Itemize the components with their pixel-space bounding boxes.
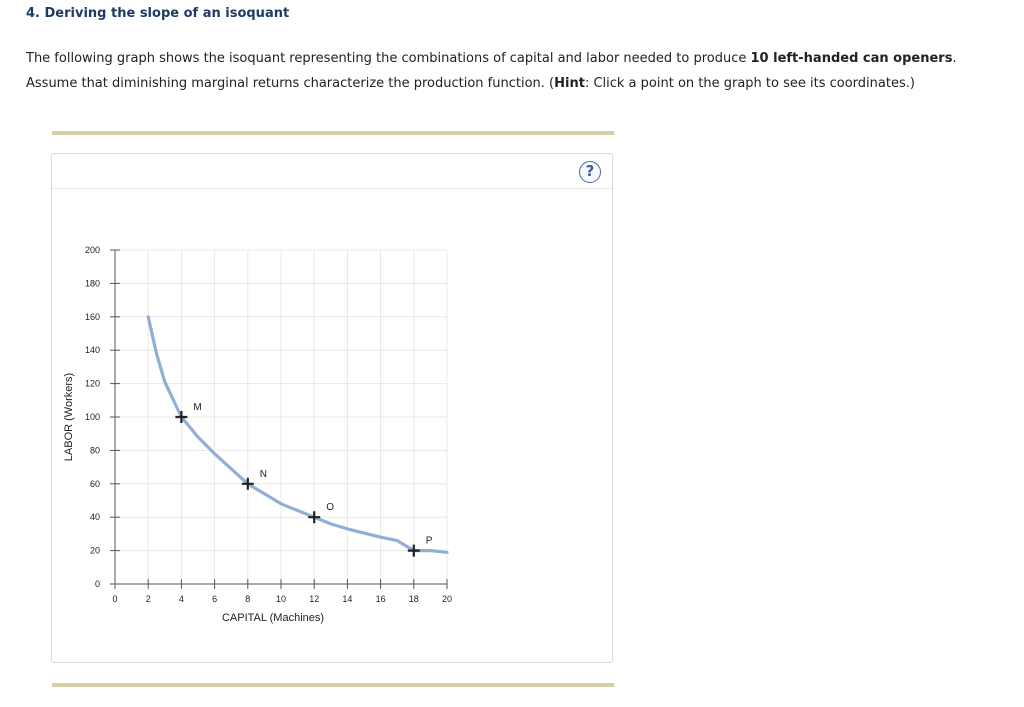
x-tick-label: 8 — [245, 594, 251, 604]
point-label-o: O — [326, 502, 334, 514]
y-tick-label: 180 — [84, 278, 100, 289]
help-icon[interactable]: ? — [579, 161, 601, 183]
y-tick-label: 80 — [89, 445, 100, 456]
y-tick-label: 120 — [84, 378, 100, 389]
x-tick-label: 20 — [441, 594, 453, 604]
y-tick-label: 60 — [89, 478, 100, 489]
y-tick-label: 0 — [94, 579, 100, 589]
y-tick-label: 140 — [84, 345, 100, 356]
y-tick-label: 160 — [84, 311, 100, 322]
x-tick-label: 2 — [145, 594, 151, 604]
y-tick-label: 100 — [84, 412, 100, 422]
y-axis-title: LABOR (Workers) — [63, 372, 75, 462]
hint-label: Hint — [554, 76, 585, 91]
x-tick-label: 14 — [342, 594, 353, 604]
x-axis-title: CAPITAL (Machines) — [221, 612, 325, 624]
x-tick-label: 0 — [112, 594, 118, 604]
y-tick-label: 40 — [89, 512, 100, 523]
intro-text-1: The following graph shows the isoquant representing the combinations of capital and labor needed to produce — [26, 51, 751, 66]
y-tick-label: 20 — [89, 545, 100, 556]
point-label-m: M — [193, 402, 202, 413]
intro-text-3: : Click a point on the graph to see its coordinates.) — [584, 76, 915, 91]
point-label-p: P — [425, 535, 433, 547]
bottom-divider — [52, 683, 614, 687]
y-tick-label: 200 — [84, 245, 100, 255]
intro-text-2: . Assume that diminishing marginal returns characterize the production function. ( — [26, 51, 957, 91]
page-title: 4. Deriving the slope of an isoquant — [26, 6, 290, 21]
point-label-n: N — [259, 468, 268, 480]
x-tick-label: 6 — [212, 594, 218, 604]
x-tick-label: 12 — [309, 594, 320, 604]
x-tick-label: 16 — [375, 594, 386, 604]
x-tick-label: 18 — [408, 594, 419, 604]
x-tick-label: 4 — [178, 594, 184, 604]
intro-bold-quantity: 10 left-handed can openers — [750, 51, 953, 66]
point-marker-o[interactable] — [308, 511, 320, 523]
x-tick-label: 10 — [275, 594, 287, 604]
